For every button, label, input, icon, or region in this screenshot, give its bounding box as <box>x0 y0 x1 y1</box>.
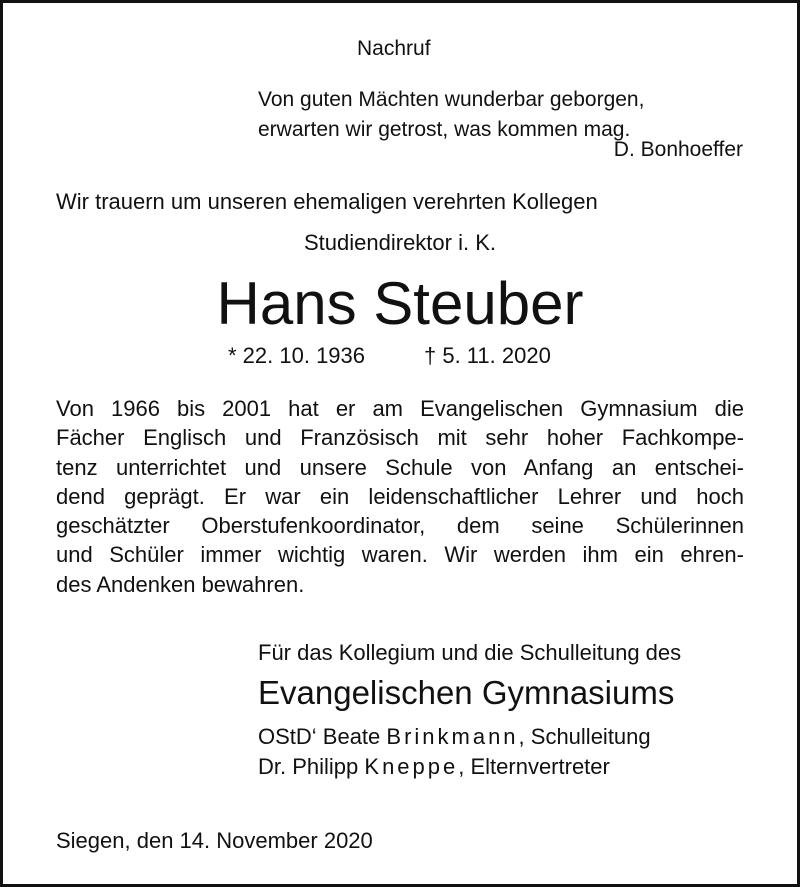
body-line: dend geprägt. Er war ein leidenschaftlicher Lehrer und hoch <box>56 483 744 509</box>
body-line: geschätzter Oberstufenkoordinator, dem seine Schülerinnen <box>56 513 744 539</box>
quote-line-2: erwarten wir getrost, was kommen mag. <box>258 118 631 141</box>
body-line: tenz unterrichtet und unsere Schule von Anfang an entschei- <box>56 454 744 480</box>
signer-role: , Schulleitung <box>518 724 651 749</box>
bonhoeffer-quote <box>258 85 644 145</box>
body-line: des Andenken bewahren. <box>56 571 305 597</box>
signature-intro: Für das Kollegium und die Schulleitung des <box>258 640 682 665</box>
signer-role: , Elternvertreter <box>458 754 610 779</box>
signer-parent-rep <box>258 754 610 780</box>
deceased-rank: Studiendirektor i. K. <box>304 230 496 255</box>
school-name: Evangelischen Gymnasiums <box>258 674 675 711</box>
body-line: Fächer Englisch und Französisch mit sehr hoher Fachkompe- <box>56 425 744 451</box>
mourning-intro: Wir trauern um unseren ehemaligen verehrten Kollegen <box>56 189 598 214</box>
signer-prefix: OStD‘ Beate <box>258 724 387 749</box>
body-line: Von 1966 bis 2001 hat er am Evangelischen Gymnasium die <box>56 396 744 421</box>
birth-date: * 22. 10. 1936 <box>228 343 366 368</box>
deceased-name: Hans Steuber <box>216 270 584 337</box>
signer-prefix: Dr. Philipp <box>258 754 365 779</box>
obituary-text <box>56 394 744 599</box>
place-and-date: Siegen, den 14. November 2020 <box>56 828 373 853</box>
notice-heading: Nachruf <box>357 37 431 60</box>
signer-surname: Kneppe <box>364 754 459 779</box>
quote-line-1: Von guten Mächten wunderbar geborgen, <box>258 88 645 111</box>
signer-principal <box>258 724 651 750</box>
signer-surname: Brinkmann <box>386 724 519 749</box>
body-line: und Schüler immer wichtig waren. Wir werden ihm ein ehren- <box>56 542 744 568</box>
death-date: † 5. 11. 2020 <box>424 343 551 368</box>
quote-author: D. Bonhoeffer <box>613 138 743 161</box>
